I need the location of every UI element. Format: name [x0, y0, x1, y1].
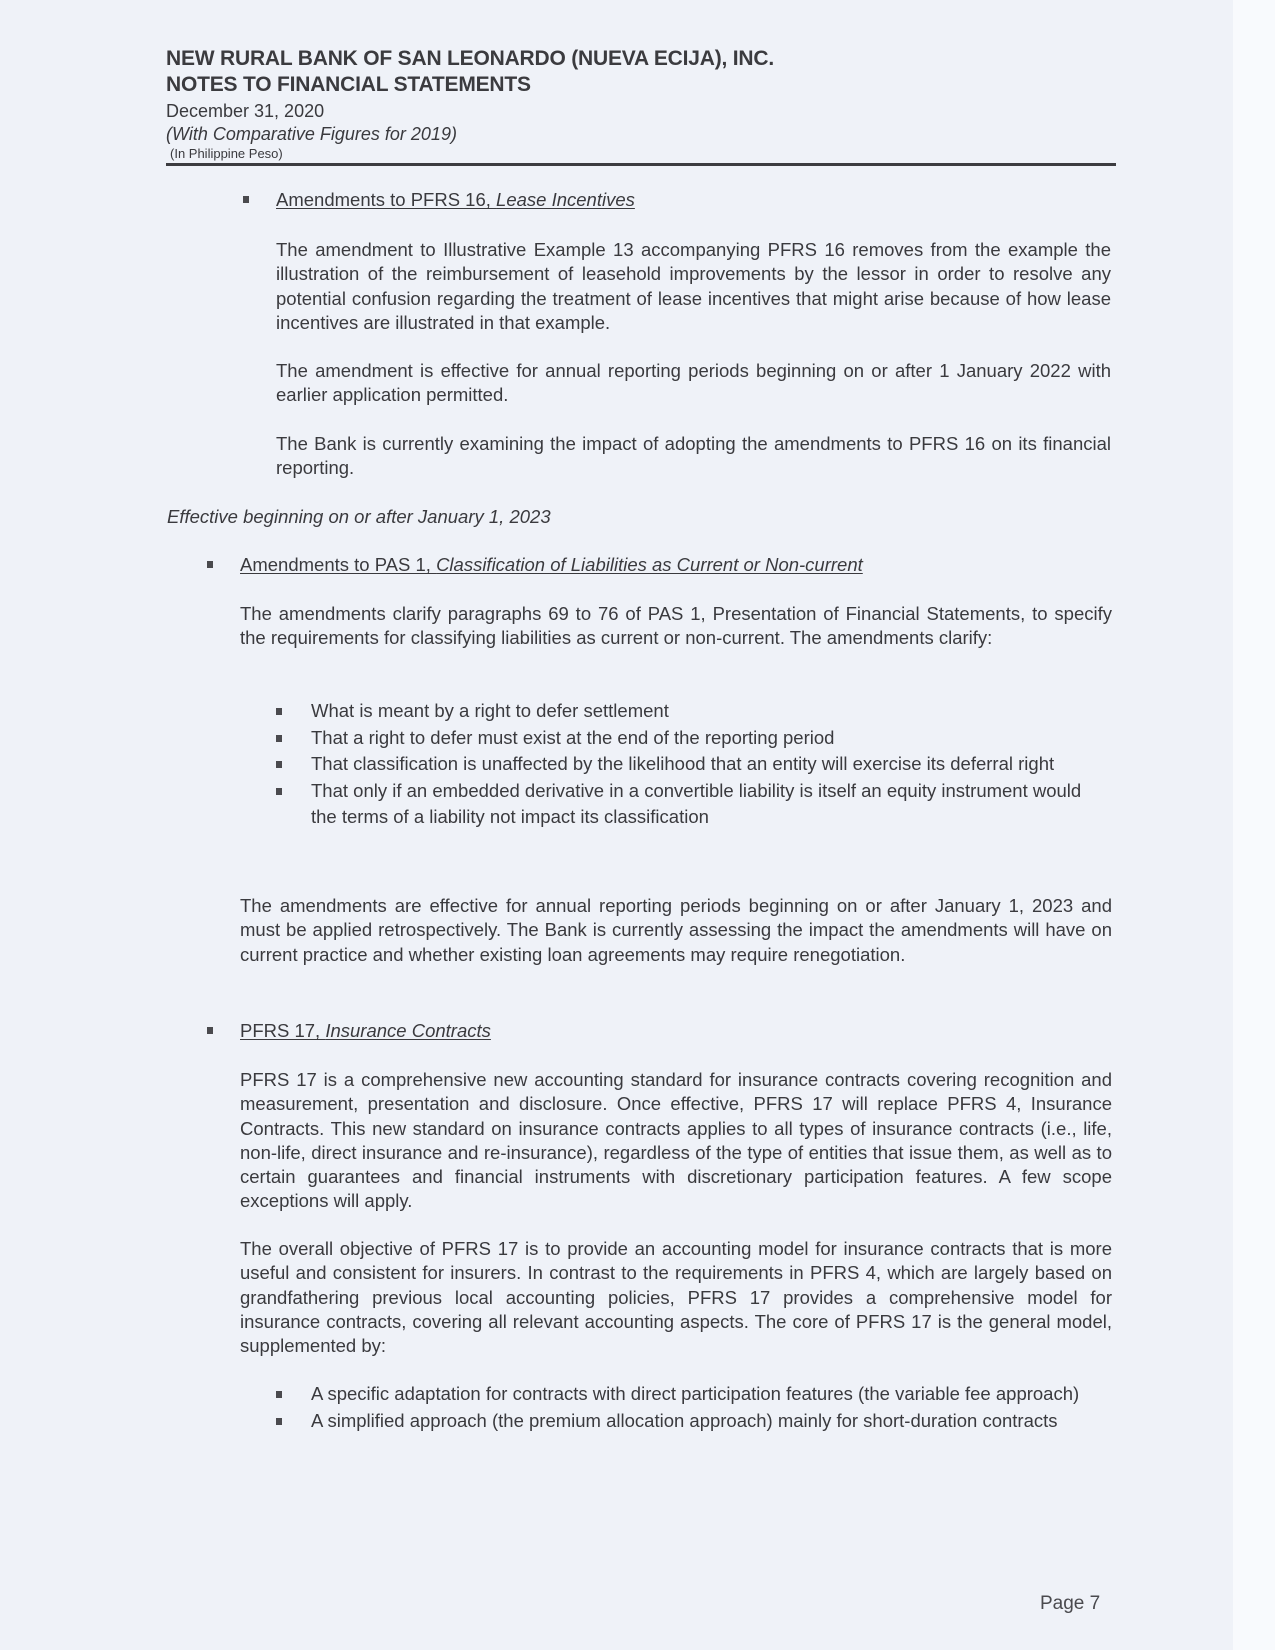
header-rule: [166, 163, 1116, 166]
bullet-icon: [276, 788, 282, 795]
list-item: That a right to defer must exist at the end of the reporting period: [276, 725, 1112, 752]
section-heading-pas1: [240, 553, 863, 577]
list-item: A simplified approach (the premium allocation approach) mainly for short-duration contracts: [276, 1408, 1112, 1435]
list-item: A specific adaptation for contracts with direct participation features (the variable fee approach): [276, 1381, 1112, 1408]
company-name: NEW RURAL BANK OF SAN LEONARDO (NUEVA ECIJA), INC.: [166, 47, 774, 70]
bullet-icon: [276, 1418, 282, 1425]
statement-date: December 31, 2020: [166, 101, 325, 121]
section-heading-pfrs17: [240, 1019, 491, 1043]
heading-italic: Lease Incentives: [496, 189, 635, 210]
heading-italic: Insurance Contracts: [325, 1020, 491, 1041]
paragraph: The amendment to Illustrative Example 13 accompanying PFRS 16 removes from the example the illustration of the reimbursement of leasehold improvements by the lessor in order to resolve any potential confusion regarding the treatment of lease incentives that might arise because of how lease incentives are illustrated in that example.: [276, 239, 1111, 333]
paragraph: The amendment is effective for annual reporting periods beginning on or after 1 January 2022 with earlier application permitted.: [276, 360, 1111, 406]
bullet-icon: [276, 1391, 282, 1398]
currency-note: (In Philippine Peso): [170, 146, 283, 161]
scan-edge-strip: [1233, 0, 1275, 1650]
effective-date-heading: Effective beginning on or after January 1, 2023: [167, 506, 551, 527]
bullet-icon: [243, 196, 249, 203]
bullet-icon: [207, 561, 213, 568]
document-title: NOTES TO FINANCIAL STATEMENTS: [166, 73, 531, 96]
paragraph: The Bank is currently examining the impact of adopting the amendments to PFRS 16 on its financial reporting.: [276, 433, 1111, 479]
paragraph: The amendments clarify paragraphs 69 to 76 of PAS 1, Presentation of Financial Statements, to specify the requirements for classifying liabilities as current or non-current. The amendments clarify:: [240, 603, 1112, 649]
bullet-icon: [276, 735, 282, 742]
bullet-icon: [276, 708, 282, 715]
section-heading-pfrs16: [276, 188, 635, 212]
bullet-icon: [207, 1027, 213, 1034]
paragraph: PFRS 17 is a comprehensive new accounting standard for insurance contracts covering recognition and measurement, presentation and disclosure. Once effective, PFRS 17 will replace PFRS 4, Insurance Contracts. This new standard on insurance contracts applies to all types of insurance contracts (i.e., life, non-life, direct insurance and re-insurance), regardless of the type of entities that issue them, as well as to certain guarantees and financial instruments with discretionary participation features. A few scope exceptions will apply.: [240, 1069, 1112, 1212]
heading-prefix: Amendments to PFRS 16,: [276, 189, 497, 210]
heading-prefix: PFRS 17,: [240, 1020, 326, 1041]
paragraph: The amendments are effective for annual reporting periods beginning on or after January 1, 2023 and must be applied retrospectively. The Bank is currently assessing the impact the amendments will have on current practice and whether existing loan agreements may require renegotiation.: [240, 895, 1112, 965]
bullet-icon: [276, 761, 282, 768]
heading-italic: Classification of Liabilities as Current or Non-current: [436, 554, 863, 575]
list-item: What is meant by a right to defer settlement: [276, 698, 1112, 725]
paragraph: The overall objective of PFRS 17 is to provide an accounting model for insurance contracts that is more useful and consistent for insurers. In contrast to the requirements in PFRS 4, which are largely based on grandfathering previous local accounting policies, PFRS 17 provides a comprehensive model for insurance contracts, covering all relevant accounting aspects. The core of PFRS 17 is the general model, supplemented by:: [240, 1238, 1112, 1357]
comparative-note: (With Comparative Figures for 2019): [166, 124, 457, 144]
document-header: [166, 46, 1116, 166]
supplement-list: [276, 1381, 1112, 1434]
page-number: Page 7: [1040, 1593, 1101, 1614]
list-item: That only if an embedded derivative in a convertible liability is itself an equity instrument would the terms of a liability not impact its classification: [276, 778, 1112, 831]
heading-prefix: Amendments to PAS 1,: [240, 554, 437, 575]
list-item: That classification is unaffected by the likelihood that an entity will exercise its deferral right: [276, 751, 1112, 778]
clarification-list: [276, 698, 1112, 831]
